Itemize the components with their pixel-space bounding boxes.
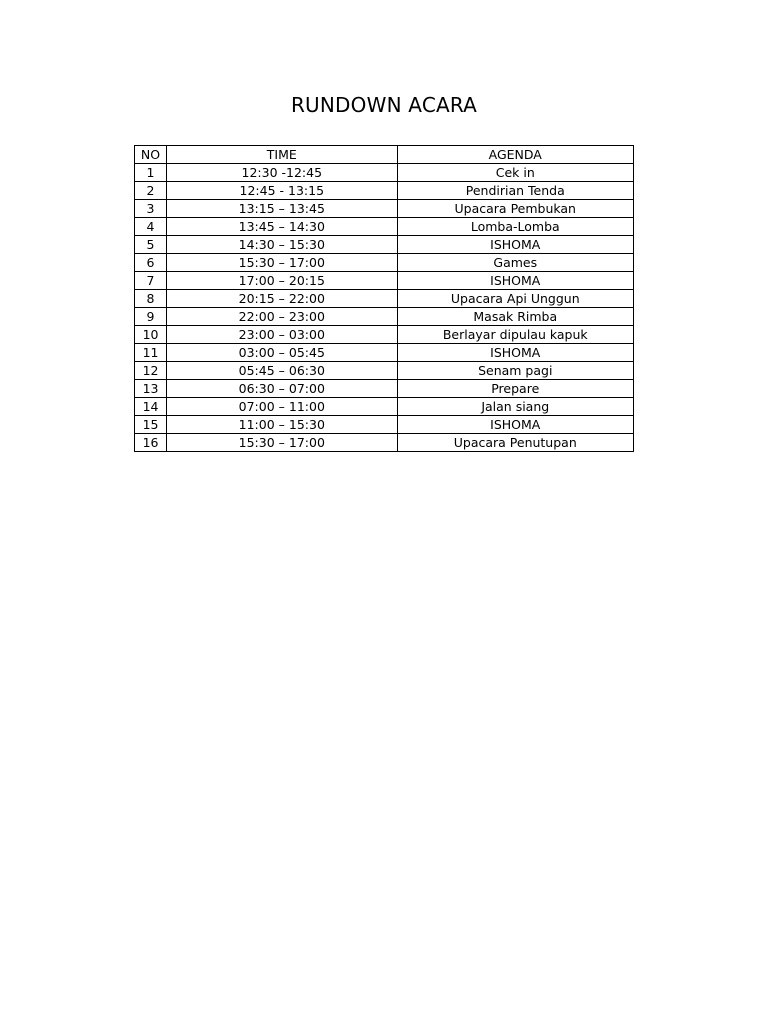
table-row [135, 200, 634, 218]
row-agenda: Upacara Api Unggun [397, 290, 633, 308]
table-row [135, 308, 634, 326]
row-number: 15 [135, 416, 167, 434]
table-row [135, 164, 634, 182]
table-row [135, 344, 634, 362]
row-agenda: ISHOMA [397, 344, 633, 362]
table-row [135, 434, 634, 452]
row-time: 23:00 – 03:00 [167, 326, 397, 344]
row-agenda: Masak Rimba [397, 308, 633, 326]
row-number: 9 [135, 308, 167, 326]
row-agenda: Prepare [397, 380, 633, 398]
row-number: 10 [135, 326, 167, 344]
row-agenda: Cek in [397, 164, 633, 182]
row-time: 06:30 – 07:00 [167, 380, 397, 398]
row-time: 12:45 - 13:15 [167, 182, 397, 200]
row-number: 12 [135, 362, 167, 380]
row-time: 20:15 – 22:00 [167, 290, 397, 308]
row-agenda: ISHOMA [397, 236, 633, 254]
row-agenda: Berlayar dipulau kapuk [397, 326, 633, 344]
row-agenda: ISHOMA [397, 416, 633, 434]
row-time: 03:00 – 05:45 [167, 344, 397, 362]
row-agenda: Upacara Pembukan [397, 200, 633, 218]
table-header-row [135, 146, 634, 164]
row-agenda: Games [397, 254, 633, 272]
row-agenda: Upacara Penutupan [397, 434, 633, 452]
row-number: 7 [135, 272, 167, 290]
row-time: 14:30 – 15:30 [167, 236, 397, 254]
row-number: 14 [135, 398, 167, 416]
row-number: 3 [135, 200, 167, 218]
row-time: 12:30 -12:45 [167, 164, 397, 182]
row-agenda: Jalan siang [397, 398, 633, 416]
row-time: 07:00 – 11:00 [167, 398, 397, 416]
rundown-table [134, 145, 634, 452]
row-number: 4 [135, 218, 167, 236]
row-time: 13:15 – 13:45 [167, 200, 397, 218]
row-time: 13:45 – 14:30 [167, 218, 397, 236]
row-number: 6 [135, 254, 167, 272]
column-header-agenda: AGENDA [397, 146, 633, 164]
table-body [135, 164, 634, 452]
table-row [135, 326, 634, 344]
table-row [135, 380, 634, 398]
row-number: 5 [135, 236, 167, 254]
row-time: 22:00 – 23:00 [167, 308, 397, 326]
row-time: 11:00 – 15:30 [167, 416, 397, 434]
row-time: 15:30 – 17:00 [167, 254, 397, 272]
row-time: 15:30 – 17:00 [167, 434, 397, 452]
row-number: 11 [135, 344, 167, 362]
table-row [135, 416, 634, 434]
table-row [135, 398, 634, 416]
table-row [135, 362, 634, 380]
row-agenda: ISHOMA [397, 272, 633, 290]
table-row [135, 182, 634, 200]
row-number: 13 [135, 380, 167, 398]
row-agenda: Senam pagi [397, 362, 633, 380]
row-number: 16 [135, 434, 167, 452]
table-row [135, 218, 634, 236]
row-time: 17:00 – 20:15 [167, 272, 397, 290]
row-agenda: Pendirian Tenda [397, 182, 633, 200]
table-row [135, 272, 634, 290]
row-number: 8 [135, 290, 167, 308]
column-header-no: NO [135, 146, 167, 164]
table-row [135, 290, 634, 308]
table-row [135, 236, 634, 254]
row-number: 2 [135, 182, 167, 200]
column-header-time: TIME [167, 146, 397, 164]
table-row [135, 254, 634, 272]
row-agenda: Lomba-Lomba [397, 218, 633, 236]
row-time: 05:45 – 06:30 [167, 362, 397, 380]
page-title: RUNDOWN ACARA [290, 93, 478, 117]
row-number: 1 [135, 164, 167, 182]
